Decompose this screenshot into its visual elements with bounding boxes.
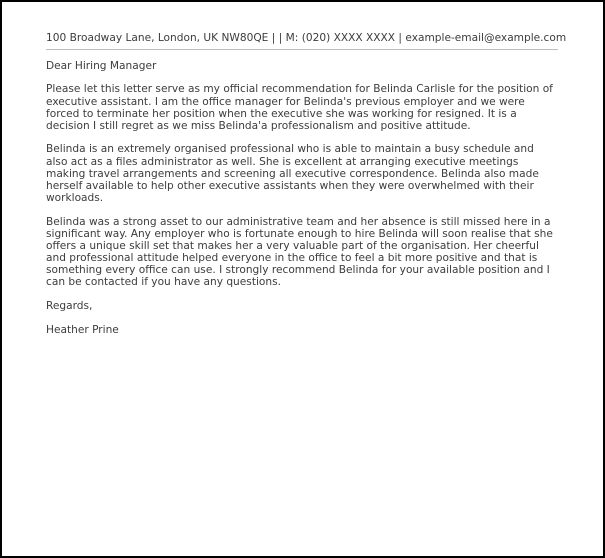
letter-paragraph: Please let this letter serve as my official recommendation for Belinda Carlisle for the position of executive assistant. I am the office manager for Belinda's previous employer and we were forced to terminate her position when the executive she was working for resigned. It is a decision I still regret as we miss Belinda'a professionalism and positive attitude. [46,83,553,132]
header-phone: M: (020) XXXX XXXX [285,32,396,44]
signature-name: Heather Prine [46,323,119,336]
letter-paragraph: Belinda was a strong asset to our administrative team and her absence is still missed here in a significant way. Any employer who is fortunate enough to hire Belinda will soon realise that she offers a unique skill set that makes her a very valuable part of the organisation. Her cheerful and professional attitude helped everyone in the office to feel a bit more positive and that is something every office can use. I strongly recommend Belinda for your available position and I can be contacted if you have any questions. [46,215,553,288]
header-email: example-email@example.com [405,32,567,44]
letter-body [46,60,558,336]
closing: Regards, [46,299,93,312]
salutation: Dear Hiring Manager [46,60,157,72]
header-divider [46,49,558,50]
header-separator: | [398,32,402,44]
contact-header [46,32,567,45]
header-separator: | [278,32,283,44]
header-separator: | [271,32,276,44]
header-address: 100 Broadway Lane, London, UK NW80QE [46,32,269,44]
letter-paragraph: Belinda is an extremely organised professional who is able to maintain a busy schedule and also act as a files administrator as well. She is excellent at arranging executive meetings making travel arrangements and screening all executive correspondence. Belinda also made herself available to help other executive assistants when they were overwhelmed with their workloads. [46,143,539,204]
